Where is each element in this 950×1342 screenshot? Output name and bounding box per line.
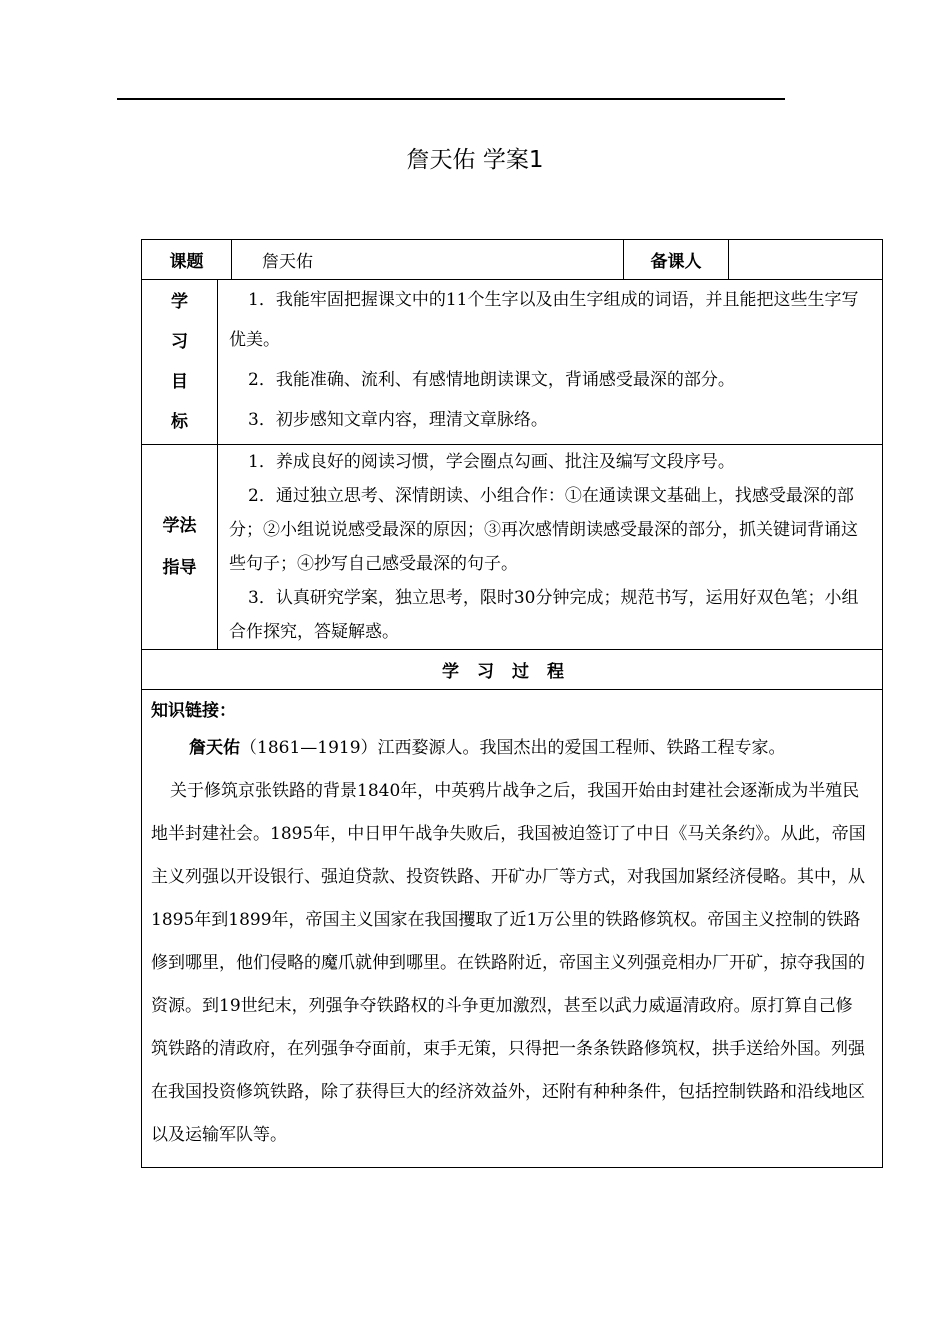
goals-label: [142, 280, 218, 445]
topic-value: 詹天佑: [232, 240, 624, 280]
method-item: 3．认真研究学案，独立思考，限时30分钟完成；规范书写，运用好双色笔；小组合作探究，答疑解惑。: [229, 588, 859, 642]
header-rule: [117, 98, 785, 100]
process-heading: 学习过程: [142, 650, 883, 690]
goal-item: 1．我能牢固把握课文中的11个生字以及由生字组成的词语，并且能把这些生字写优美。: [229, 290, 859, 350]
goals-label-char: 目: [171, 372, 188, 392]
goals-label-char: 标: [171, 412, 188, 432]
goals-label-char: 习: [171, 332, 188, 352]
method-label: [142, 445, 218, 650]
topic-label: 课题: [142, 240, 232, 280]
person-intro: （1861—1919）江西婺源人。我国杰出的爱国工程师、铁路工程专家。: [240, 738, 786, 758]
knowledge-heading: 知识链接：: [151, 701, 236, 721]
method-item: 1．养成良好的阅读习惯，学会圈点勾画、批注及编写文段序号。: [248, 452, 735, 472]
goals-label-char: 学: [171, 292, 188, 312]
preparer-label: 备课人: [624, 240, 729, 280]
background-paragraph: 关于修筑京张铁路的背景1840年，中英鸦片战争之后，我国开始由封建社会逐渐成为半殖民地半封建社会。1895年，中日甲午战争失败后，我国被迫签订了中日《马关条约》。从此，帝国主义列强以开设银行、强迫贷款、投资铁路、开矿办厂等方式，对我国加紧经济侵略。其中，从1895年到1899年，帝国主义国家在我国攫取了近1万公里的铁路修筑权。帝国主义控制的铁路修到哪里，他们侵略的魔爪就伸到哪里。在铁路附近，帝国主义列强竞相办厂开矿，掠夺我国的资源。到19世纪末，列强争夺铁路权的斗争更加激烈，甚至以武力威逼清政府。原打算自己修筑铁路的清政府，在列强争夺面前，束手无策，只得把一条条铁路修筑权，拱手送给外国。列强在我国投资修筑铁路，除了获得巨大的经济效益外，还附有种种条件，包括控制铁路和沿线地区以及运输军队等。: [151, 781, 866, 1145]
goals-content: [218, 280, 883, 445]
method-label-line: 学法: [162, 516, 197, 536]
method-label-line: 指导: [162, 558, 197, 578]
document-title: 詹天佑 学案1: [406, 147, 544, 173]
method-item: 2．通过独立思考、深情朗读、小组合作：①在通读课文基础上，找感受最深的部分；②小组说说感受最深的原因；③再次感情朗读感受最深的部分，抓关键词背诵这些句子；④抄写自己感受最深的句子。: [229, 486, 858, 574]
preparer-value: [729, 240, 883, 280]
goal-item: 3．初步感知文章内容，理清文章脉络。: [248, 410, 548, 430]
knowledge-section: [142, 690, 883, 1168]
method-content: [218, 445, 883, 650]
lesson-plan-table: [141, 239, 883, 1168]
goal-item: 2．我能准确、流利、有感情地朗读课文，背诵感受最深的部分。: [248, 370, 735, 390]
person-name: 詹天佑: [189, 738, 240, 758]
knowledge-intro-line: [151, 726, 868, 770]
